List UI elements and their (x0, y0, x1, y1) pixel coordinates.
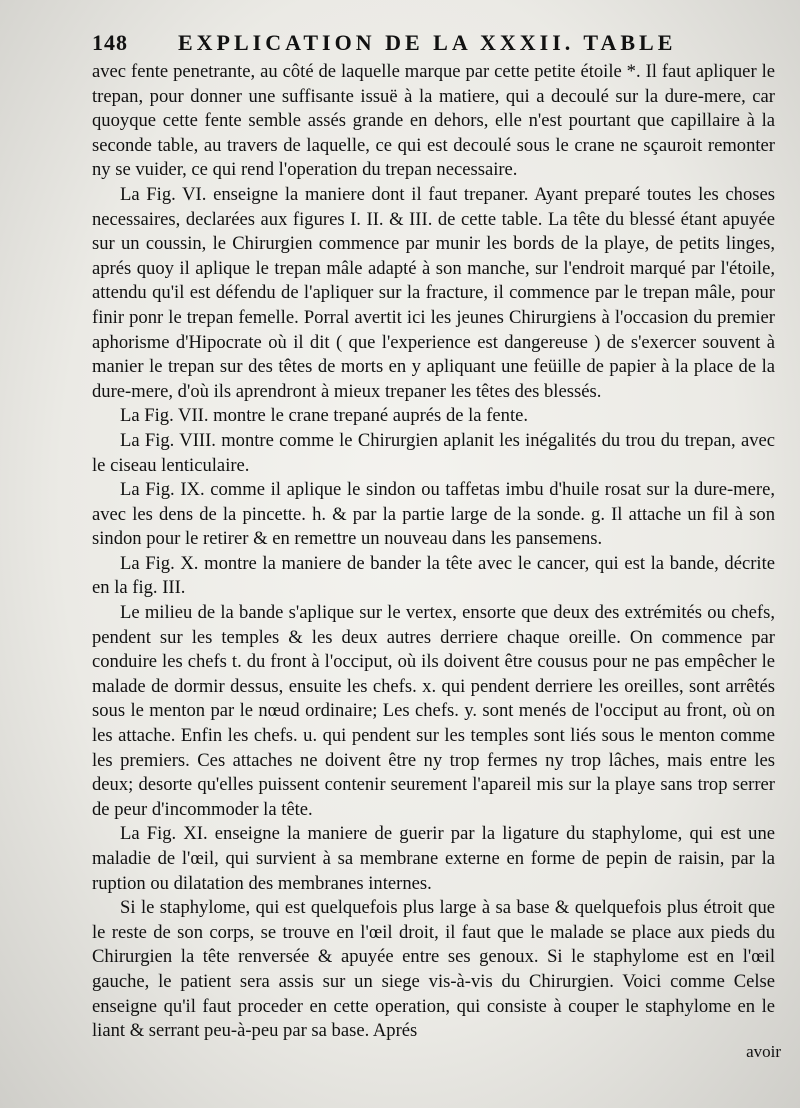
paragraph-fig-8: La Fig. VIII. montre comme le Chirurgien aplanit les inégalités du trou du trepan, avec le ciseau lenticulaire. (92, 429, 775, 476)
paragraph-fig-6: La Fig. VI. enseigne la maniere dont il faut trepaner. Ayant preparé toutes les choses necessaires, declarées aux figures I. II. & III. de cette table. La tête du blessé étant apuyée sur un coussin, le Chirurgien commence par munir les bords de la playe, de petits linges, aprés quoy il aplique le trepan mâle adapté à son manche, sur l'endroit marqué par l'étoile, attendu qu'il est défendu de l'apliquer sur la fracture, il commence par le trepan mâle, pour finir ponr le trepan femelle. Porral avertit ici les jeunes Chirurgiens à l'occasion du premier aphorisme d'Hipocrate où il dit ( que l'experience est dangereuse ) de s'exercer souvent à manier le trepan sur des têtes de morts en y apliquant une feüille de papier à la place de la dure-mere, d'où ils aprendront à mieux trepaner les têtes des blessés. (92, 183, 775, 402)
catchword: avoir (746, 1041, 781, 1061)
running-title: EXPLICATION DE LA XXXII. TABLE (178, 30, 677, 55)
page-header (92, 30, 782, 62)
page-number: 148 (92, 30, 128, 55)
paragraph-continuation: avec fente penetrante, au côté de laquelle marque par cette petite étoile *. Il faut apliquer le trepan, pour donner une suffisante issuë à la matiere, qui a decoulé sur la dure-mere, car quoyque cette fente semble assés grande en dehors, elle n'est pourtant que capillaire à la seconde table, au travers de laquelle, ce qui est decoulé sous le crane ne sçauroit remonter ny se vuider, ce qui rend l'operation du trepan necessaire. (92, 61, 775, 181)
body-text (92, 60, 781, 1061)
paragraph-fig-9: La Fig. IX. comme il aplique le sindon ou taffetas imbu d'huile rosat sur la dure-mere, avec les dens de la pincette. h. & par la partie large de la sonde. g. Il attache un fil à son sindon pour le retirer & en remettre un nouveau dans les pansemens. (92, 479, 775, 550)
paragraph-staphylome: Si le staphylome, qui est quelquefois plus large à sa base & quelquefois plus étroit que le reste de son corps, se trouve en l'œil droit, il faut que le malade se place aux pieds du Chirurgien la tête renversée & apuyée entre ses genoux. Si le staphylome est en l'œil gauche, le patient sera assis sur un siege vis-à-vis du Chirurgien. Voici comme Celse enseigne qu'il faut proceder en cette operation, qui consiste à couper le staphylome en le liant & serrant peu-à-peu par sa base. Aprés (92, 897, 775, 1042)
paragraph-fig-11: La Fig. XI. enseigne la maniere de guerir par la ligature du staphylome, qui est une maladie de l'œil, qui survient à sa membrane externe en forme de pepin de raisin, par la ruption ou dilatation des membranes internes. (92, 823, 775, 894)
paragraph-bandage: Le milieu de la bande s'aplique sur le vertex, ensorte que deux des extrémités ou chefs, pendent sur les temples & les deux autres derriere chaque oreille. On commence par conduire les chefs t. du front à l'occiput, où ils doivent être cousus pour ne pas empêcher le malade de dormir dessus, ensuite les chefs. x. qui pendent derriere les oreilles, sont arrêtés sous le menton par le nœud ordinaire; Les chefs. y. sont menés de l'occiput au front, où on les attache. Enfin les chefs. u. qui pendent sur les temples sont liés sous le menton comme les premiers. Ces attaches ne doivent être ny trop fermes ny trop lâches, mais entre les deux; desorte qu'elles puissent contenir seurement l'apareil mis sur la playe sans trop serrer de peur d'incommoder la tête. (92, 602, 775, 820)
paragraph-fig-7: La Fig. VII. montre le crane trepané auprés de la fente. (120, 405, 529, 427)
paragraph-fig-10: La Fig. X. montre la maniere de bander la tête avec le cancer, qui est la bande, décrite en la fig. III. (92, 552, 775, 599)
